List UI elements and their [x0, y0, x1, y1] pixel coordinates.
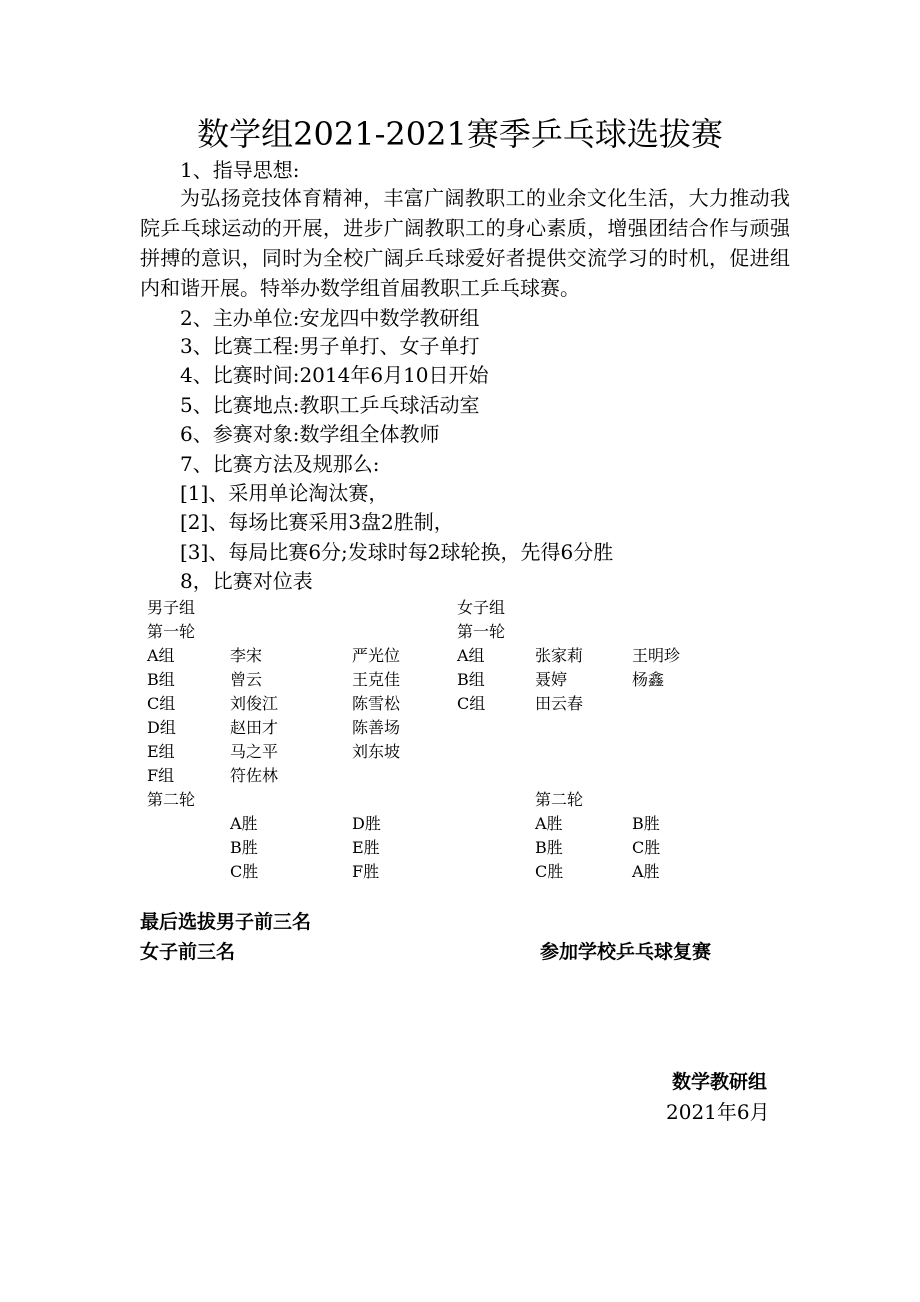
women-player-2: 杨鑫	[632, 670, 665, 689]
final-selection-rematch: 参加学校乒乓球复赛	[540, 941, 712, 963]
women-round2-winner: C胜	[632, 838, 661, 857]
women-round2-label: 第二轮	[535, 790, 584, 809]
women-round2-winner: A胜	[632, 862, 660, 881]
women-player-1: 田云春	[535, 694, 584, 713]
women-player-2: 王明珍	[632, 646, 681, 665]
men-header: 男子组	[147, 598, 196, 617]
men-player-1: 赵田才	[230, 718, 279, 737]
section-rules: 7、比赛方法及规那么:	[180, 452, 380, 476]
rule-2: [2]、每场比赛采用3盘2胜制，	[180, 510, 454, 534]
men-player-1: 马之平	[230, 742, 279, 761]
men-group-label: E组	[147, 742, 175, 761]
signature-org: 数学教研组	[672, 1071, 768, 1093]
section-events: 3、比赛工程:男子单打、女子单打	[180, 334, 480, 358]
document-title: 数学组2021-2021赛季乒乓球选拔赛	[197, 115, 723, 153]
men-round2-winner: C胜	[230, 862, 259, 881]
men-player-2: 陈雪松	[352, 694, 401, 713]
men-player-2: 陈善场	[352, 718, 401, 737]
women-round2-winner: C胜	[535, 862, 564, 881]
section-bracket: 8，比赛对位表	[180, 569, 313, 593]
section-organizer: 2、主办单位:安龙四中数学教研组	[180, 306, 480, 330]
men-round1-label: 第一轮	[147, 622, 196, 641]
section-venue: 5、比赛地点:教职工乒乓球活动室	[180, 393, 480, 417]
men-player-1: 刘俊江	[230, 694, 279, 713]
section-guiding-ideology: 1、指导思想:	[180, 158, 300, 182]
women-group-label: A组	[457, 646, 485, 665]
men-round2-label: 第二轮	[147, 790, 196, 809]
women-player-1: 张家莉	[535, 646, 584, 665]
women-group-label: C组	[457, 694, 486, 713]
men-player-1: 李宋	[230, 646, 263, 665]
guiding-ideology-text: 为弘扬竞技体育精神，丰富广阔教职工的业余文化生活，大力推动我院乒乓球运动的开展，进步广阔教职工的身心素质，增强团结合作与顽强拼搏的意识，同时为全校广阔乒乓球爱好者提供交流学习的时机，促进组内和谐开展。特举办数学组首届教职工乒乓球赛。	[140, 186, 790, 300]
rule-3: [3]、每局比赛6分;发球时每2球轮换，先得6分胜	[180, 540, 614, 564]
men-group-label: D组	[147, 718, 176, 737]
men-round2-winner: E胜	[352, 838, 380, 857]
section-time: 4、比赛时间:2014年6月10日开始	[180, 363, 489, 387]
men-player-2: 刘东坡	[352, 742, 401, 761]
men-player-2: 严光位	[352, 646, 401, 665]
men-round2-winner: A胜	[230, 814, 258, 833]
men-group-label: B组	[147, 670, 175, 689]
women-player-1: 聂婷	[535, 670, 568, 689]
men-round2-winner: F胜	[352, 862, 380, 881]
women-round1-label: 第一轮	[457, 622, 506, 641]
men-player-2: 王克佳	[352, 670, 401, 689]
rule-1: [1]、采用单论淘汰赛，	[180, 481, 389, 505]
signature-date: 2021年6月	[666, 1100, 770, 1124]
men-group-label: F组	[147, 766, 175, 785]
women-header: 女子组	[457, 598, 506, 617]
women-round2-winner: B胜	[632, 814, 660, 833]
section-participants: 6、参赛对象:数学组全体教师	[180, 422, 440, 446]
men-round2-winner: B胜	[230, 838, 258, 857]
men-group-label: C组	[147, 694, 176, 713]
women-round2-winner: A胜	[535, 814, 563, 833]
men-round2-winner: D胜	[352, 814, 381, 833]
final-selection-men: 最后选拔男子前三名	[140, 911, 312, 933]
final-selection-women: 女子前三名	[140, 941, 236, 963]
women-round2-winner: B胜	[535, 838, 563, 857]
men-group-label: A组	[147, 646, 175, 665]
men-player-1: 符佐林	[230, 766, 279, 785]
women-group-label: B组	[457, 670, 485, 689]
men-player-1: 曾云	[230, 670, 263, 689]
